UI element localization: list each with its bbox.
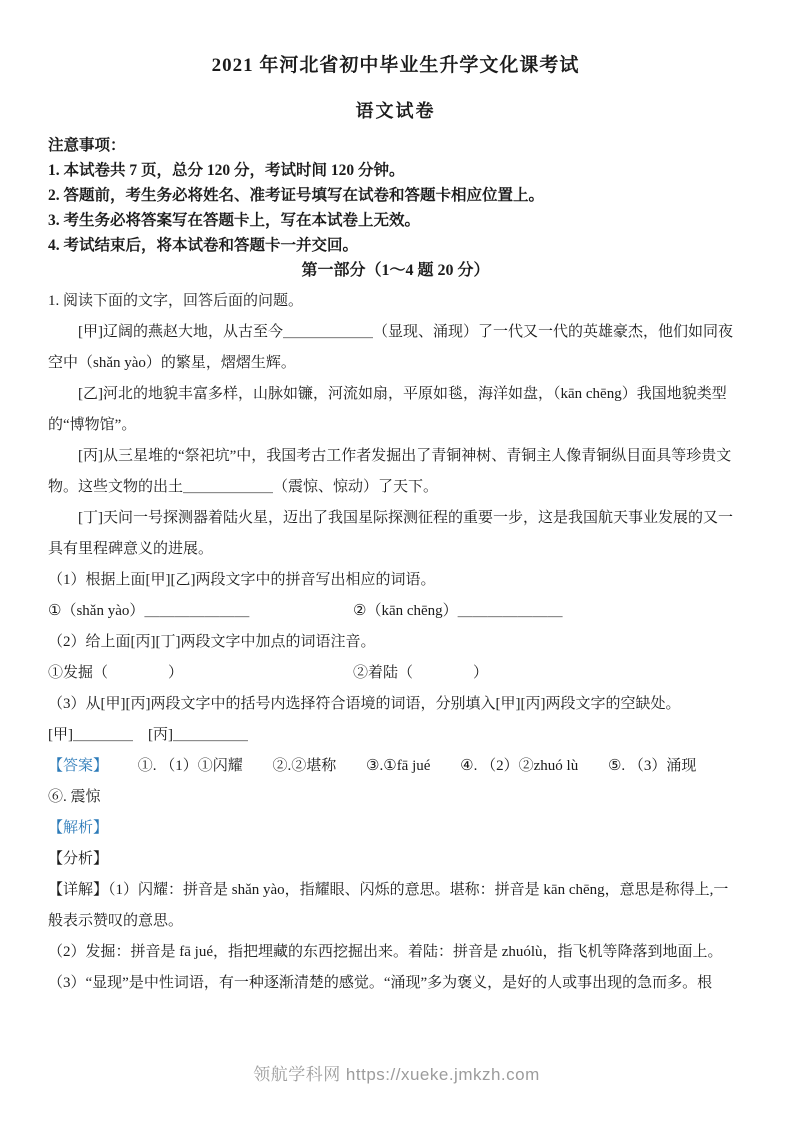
notice-item-3: 3. 考生务必将答案写在答题卡上，写在本试卷上无效。 xyxy=(48,212,421,229)
subquestion-2-prompt: （2）给上面[丙][丁]两段文字中加点的词语注音。 xyxy=(48,634,376,650)
question-intro: 1. 阅读下面的文字，回答后面的问题。 xyxy=(48,293,304,309)
notice-item-4: 4. 考试结束后，将本试卷和答题卡一并交回。 xyxy=(48,237,359,254)
passage-yi: [乙]河北的地貌丰富多样，山脉如镰，河流如扇，平原如毯，海洋如盘，（kān chēng）我国地貌类型的“博物馆”。 xyxy=(48,386,727,433)
subquestion-1-blanks xyxy=(48,596,743,627)
answer-item-3: ③.①fā jué xyxy=(366,758,431,774)
sub2-blank-zhuolu: ②着陆（ ） xyxy=(353,665,489,681)
passage-ding: [丁]天问一号探测器着陆火星，迈出了我国星际探测征程的重要一步，这是我国航天事业发展的又一具有里程碑意义的进展。 xyxy=(48,510,733,557)
watermark-footer: 领航学科网 https://xueke.jmkzh.com xyxy=(253,1065,540,1084)
detail-paragraph-2: （2）发掘：拼音是 fā jué，指把埋藏的东西挖掘出来。着陆：拼音是 zhuólù，指飞机等降落到地面上。 xyxy=(48,944,723,960)
answer-item-5: ⑤. （3）涌现 xyxy=(607,758,697,774)
passage-jia: [甲]辽阔的燕赵大地，从古至今＿＿＿＿＿＿（显现、涌现）了一代又一代的英雄豪杰，他们如同夜空中（shǎn yào）的繁星，熠熠生辉。 xyxy=(48,324,733,371)
answer-item-4: ④. （2）②zhuó lù xyxy=(460,758,579,774)
exam-subtitle: 语文试卷 xyxy=(355,101,436,121)
detail-paragraph-1: 【详解】（1）闪耀：拼音是 shǎn yào，指耀眼、闪烁的意思。堪称：拼音是 kān chēng，意思是称得上,一般表示赞叹的意思。 xyxy=(48,882,729,929)
answer-item-6: ⑥. 震惊 xyxy=(48,789,101,805)
subquestion-1-prompt: （1）根据上面[甲][乙]两段文字中的拼音写出相应的词语。 xyxy=(48,572,436,588)
detail-paragraph-3: （3）“显现”是中性词语，有一种逐渐清楚的感觉。“涌现”多为褒义，是好的人或事出现的急而多。根 xyxy=(48,975,713,991)
fenxi-label: 【分析】 xyxy=(48,851,109,867)
subquestion-3-blanks: [甲]＿＿＿＿ [丙]＿＿＿＿＿ xyxy=(48,727,248,743)
exam-title: 2021 年河北省初中毕业生升学文化课考试 xyxy=(211,55,580,76)
sub1-blank-shanyao: ①（shǎn yào）＿＿＿＿＿＿＿ xyxy=(48,603,250,619)
answer-item-2: ②.②堪称 xyxy=(272,758,337,774)
sub2-blank-fajue: ①发掘（ ） xyxy=(48,665,184,681)
answer-line xyxy=(48,751,743,782)
notice-section xyxy=(48,133,743,258)
notice-heading: 注意事项： xyxy=(48,137,126,154)
notice-item-1: 1. 本试卷共 7 页，总分 120 分，考试时间 120 分钟。 xyxy=(48,162,405,179)
answer-item-1: ①. （1）①闪耀 xyxy=(137,758,243,774)
subquestion-2-blanks xyxy=(48,658,743,689)
subquestion-3-prompt: （3）从[甲][丙]两段文字中的括号内选择符合语境的词语，分别填入[甲][丙]两段文字的空缺处。 xyxy=(48,696,681,712)
question-block xyxy=(48,286,743,999)
section-heading: 第一部分（1～4 题 20 分） xyxy=(301,262,490,279)
jiexi-label: 【解析】 xyxy=(48,820,109,836)
notice-item-2: 2. 答题前，考生务必将姓名、准考证号填写在试卷和答题卡相应位置上。 xyxy=(48,187,545,204)
passage-bing: [丙]从三星堆的“祭祀坑”中，我国考古工作者发掘出了青铜神树、青铜主人像青铜纵目面具等珍贵文物。这些文物的出土＿＿＿＿＿＿（震惊、惊动）了天下。 xyxy=(48,448,732,495)
answer-label: 【答案】 xyxy=(48,758,109,774)
sub1-blank-kancheng: ②（kān chēng）＿＿＿＿＿＿＿ xyxy=(353,603,563,619)
